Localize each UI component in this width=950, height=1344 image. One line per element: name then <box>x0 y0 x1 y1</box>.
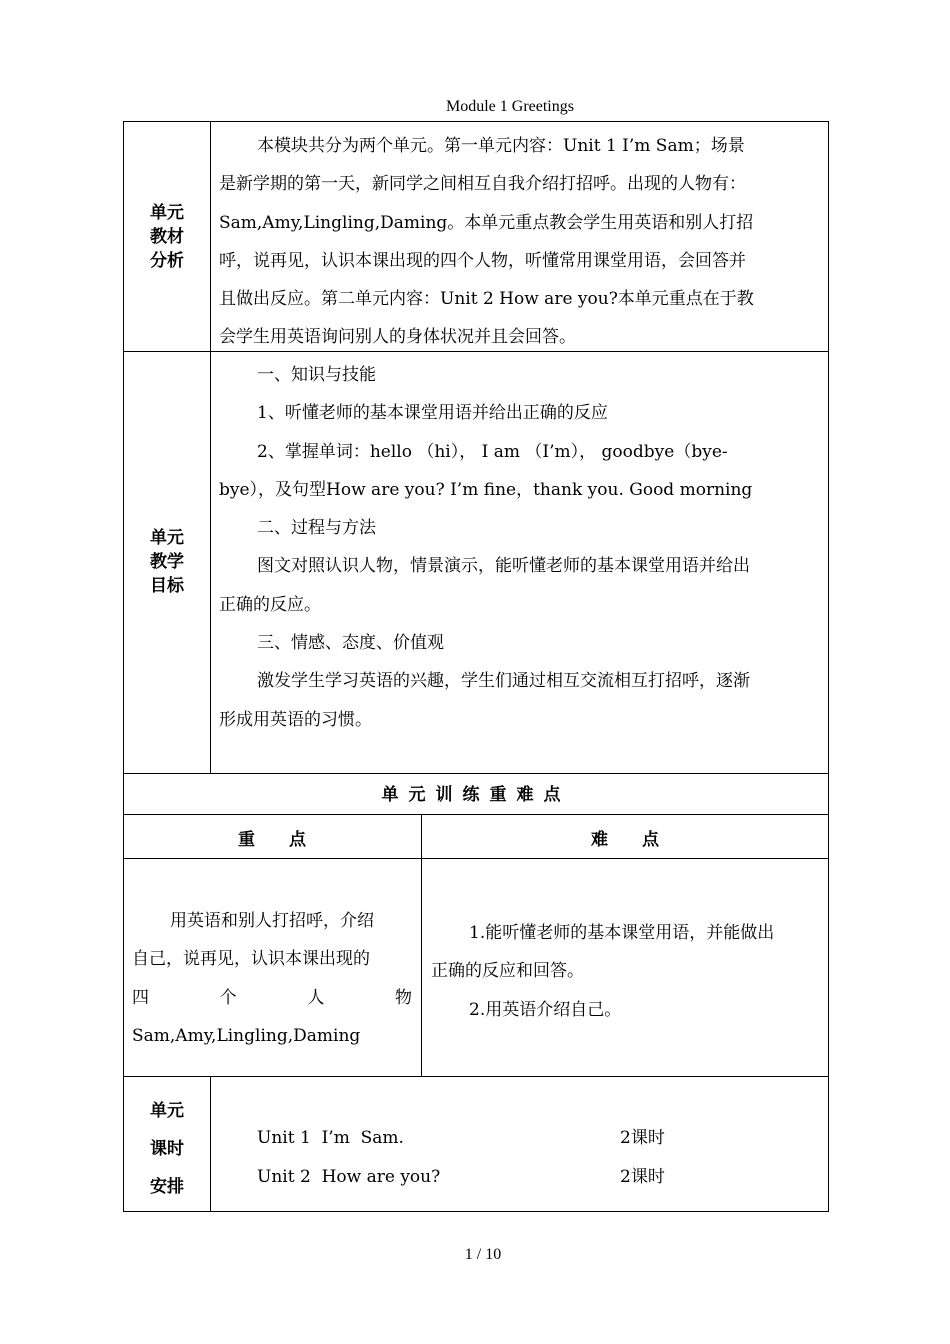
objectives-text <box>219 356 819 739</box>
row-divider <box>123 773 829 774</box>
schedule-row <box>257 1119 817 1157</box>
schedule-unit: Unit 2 How are you? <box>257 1167 441 1187</box>
label-line: 教学 <box>150 552 184 572</box>
schedule-label <box>124 1092 210 1206</box>
analysis-label <box>124 201 210 273</box>
text-line: 1、听懂老师的基本课堂用语并给出正确的反应 <box>257 403 608 424</box>
row-divider <box>123 1076 829 1077</box>
text-line: 2.用英语介绍自己。 <box>469 999 622 1020</box>
text-line: 一、知识与技能 <box>257 365 376 385</box>
schedule-hours: 2课时 <box>620 1167 665 1187</box>
objectives-label <box>124 526 210 598</box>
schedule-unit: Unit 1 I’m Sam. <box>257 1128 404 1148</box>
schedule-row <box>257 1158 817 1196</box>
text-line: 本模块共分为两个单元。第一单元内容：Unit 1 I’m Sam；场景 <box>257 136 745 156</box>
label-line: 安排 <box>150 1177 184 1197</box>
label-line: 分析 <box>150 251 184 271</box>
text-line: Sam,Amy,Lingling,Daming。本单元重点教会学生用英语和别人打招 <box>219 212 754 233</box>
label-line: 单元 <box>150 203 184 223</box>
focus-column-divider <box>421 814 422 1076</box>
text-line: 形成用英语的习惯。 <box>219 709 372 730</box>
text-line: 正确的反应和回答。 <box>431 961 584 982</box>
schedule-hours: 2课时 <box>620 1128 665 1148</box>
text-line: Sam,Amy,Lingling,Daming <box>132 1025 361 1046</box>
text-line: 自己，说再见，认识本课出现的 <box>132 949 370 970</box>
text-line: 且做出反应。第二单元内容：Unit 2 How are you?本单元重点在于教 <box>219 289 754 310</box>
focus-header: 单元训练重难点 <box>381 785 571 805</box>
text-line: 图文对照认识人物，情景演示，能听懂老师的基本课堂用语并给出 <box>257 556 750 577</box>
difficult-points-text <box>431 914 826 1029</box>
page-number: 1 / 10 <box>464 1246 502 1263</box>
key-points-title: 重 点 <box>238 830 306 850</box>
label-line: 单元 <box>150 1101 184 1121</box>
text-line: 是新学期的第一天，新同学之间相互自我介绍打招呼。出现的人物有： <box>219 174 746 195</box>
text-line: 会学生用英语询问别人的身体状况并且会回答。 <box>219 327 576 348</box>
row-divider <box>123 814 829 815</box>
text-line: 正确的反应。 <box>219 594 321 615</box>
label-line: 目标 <box>150 576 184 596</box>
text-line: 四 个 人 物 <box>132 987 412 1008</box>
difficult-points-title: 难 点 <box>591 830 659 850</box>
key-points-text <box>132 902 412 1055</box>
label-line: 教材 <box>150 227 184 247</box>
label-line: 单元 <box>150 528 184 548</box>
text-line: bye），及句型How are you? I’m fine，thank you. Good morning <box>219 479 753 500</box>
text-line: 1.能听懂老师的基本课堂用语，并能做出 <box>469 923 775 943</box>
text-line: 激发学生学习英语的兴趣，学生们通过相互交流相互打招呼，逐渐 <box>257 671 750 692</box>
text-line: 二、过程与方法 <box>257 518 376 539</box>
analysis-text <box>219 127 819 357</box>
row-divider <box>123 858 829 859</box>
label-column-divider <box>210 121 211 773</box>
text-line: 2、掌握单词：hello （hi）， I am （I’m）， goodbye（bye- <box>257 441 728 462</box>
text-line: 呼，说再见，认识本课出现的四个人物，听懂常用课堂用语，会回答并 <box>219 250 746 271</box>
label-line: 课时 <box>150 1139 184 1159</box>
text-line: 用英语和别人打招呼，介绍 <box>170 911 374 931</box>
page-title: Module 1 Greetings <box>446 98 574 115</box>
text-line: 三、情感、态度、价值观 <box>257 633 444 654</box>
label-column-divider <box>210 1076 211 1212</box>
